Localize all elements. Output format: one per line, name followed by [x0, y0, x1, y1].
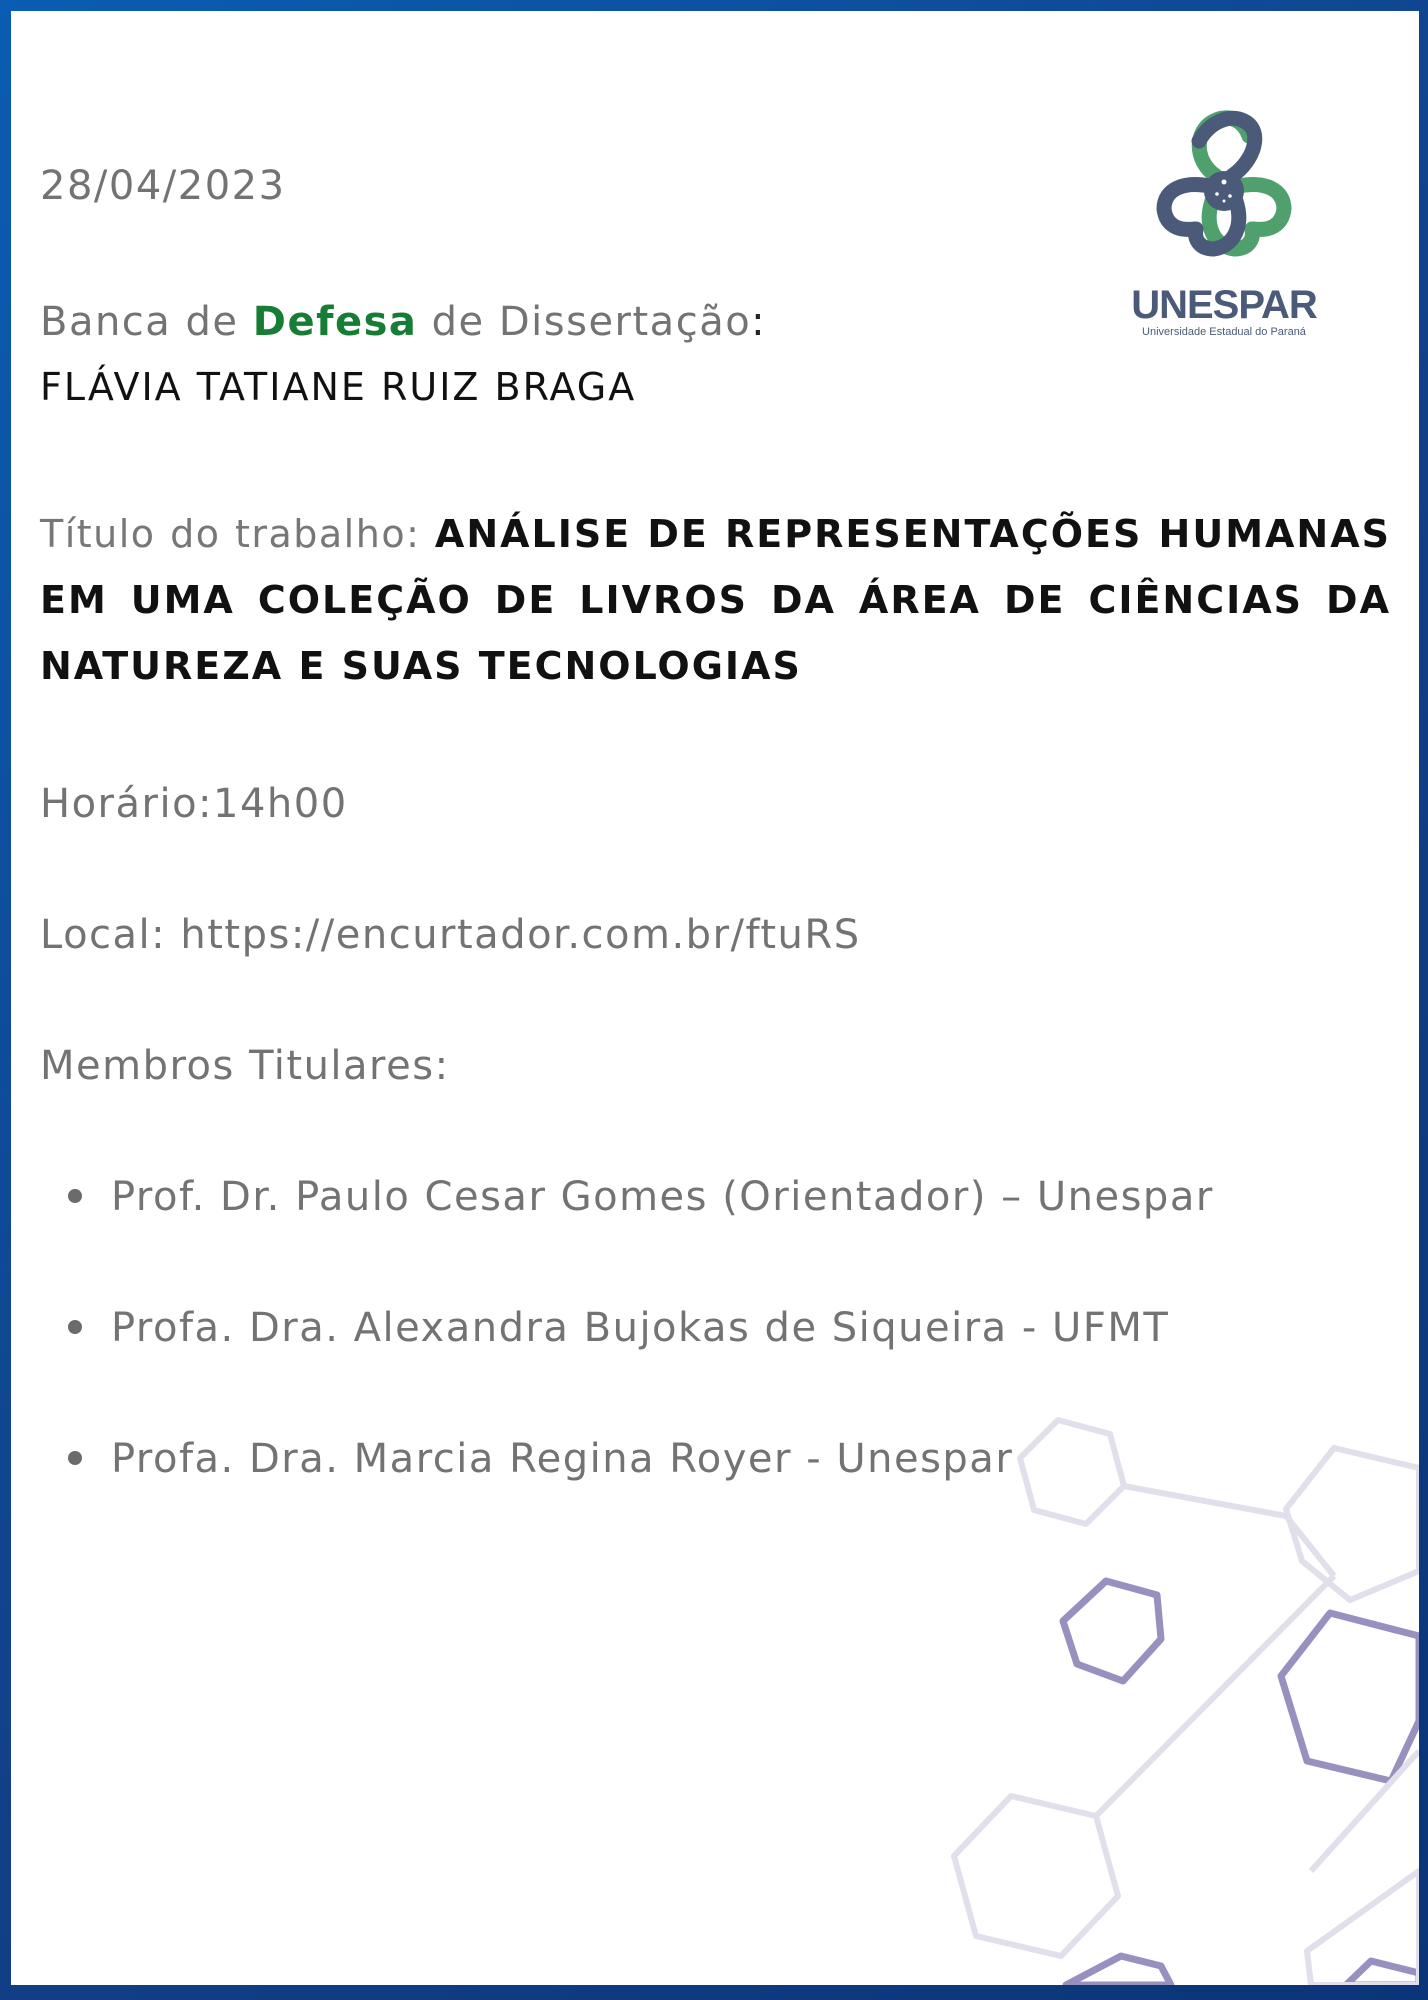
- event-time: Horário:14h00: [40, 781, 348, 827]
- banca-prefix: Banca de: [40, 299, 253, 345]
- list-item: Prof. Dr. Paulo Cesar Gomes (Orientador) – Unespar: [111, 1174, 1214, 1220]
- bullet-icon: [68, 1451, 82, 1465]
- work-label: Título do trabalho:: [40, 512, 435, 556]
- announcement-card: [11, 11, 1419, 1985]
- unespar-logo-mark: [1121, 106, 1327, 281]
- work-title-block: [40, 501, 1391, 699]
- logo-wordmark: UNESPAR: [1131, 283, 1317, 327]
- bullet-icon: [68, 1189, 82, 1203]
- student-name: FLÁVIA TATIANE RUIZ BRAGA: [40, 365, 637, 409]
- work-title: ANÁLISE DE REPRESENTAÇÕES HUMANAS EM UMA COLEÇÃO DE LIVROS DA ÁREA DE CIÊNCIAS DA NATUREZA E SUAS TECNOLOGIAS: [40, 512, 1391, 688]
- event-location: Local: https://encurtador.com.br/ftuRS: [40, 912, 861, 958]
- banca-colon: :: [751, 299, 767, 345]
- list-item: Profa. Dra. Marcia Regina Royer - Unespar: [111, 1436, 1014, 1482]
- banca-highlight: Defesa: [252, 299, 418, 345]
- event-date: 28/04/2023: [40, 163, 286, 209]
- bullet-icon: [68, 1320, 82, 1334]
- members-heading: Membros Titulares:: [40, 1043, 450, 1089]
- unespar-logo: [1121, 106, 1341, 346]
- banca-suffix: de Dissertação: [417, 299, 752, 345]
- logo-subtitle: Universidade Estadual do Paraná: [1142, 326, 1306, 338]
- list-item: Profa. Dra. Alexandra Bujokas de Siqueira - UFMT: [111, 1305, 1170, 1351]
- banca-heading: [40, 299, 766, 345]
